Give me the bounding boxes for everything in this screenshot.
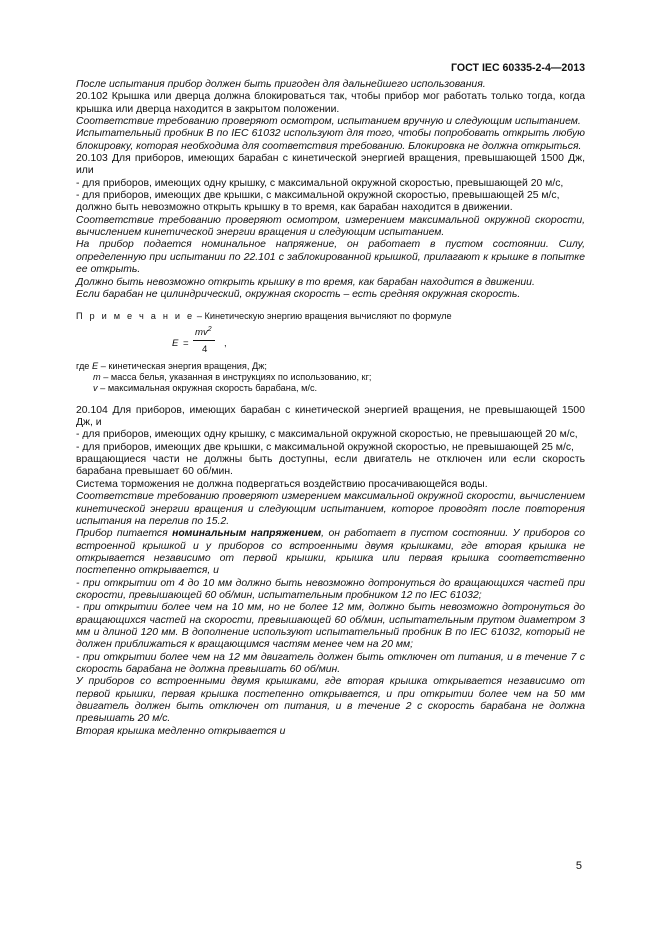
note-text: – Кинетическую энергию вращения вычисляют по формуле <box>196 311 452 322</box>
paragraph: Если барабан не цилиндрический, окружная скорость – есть средняя окружная скорость. <box>76 288 521 300</box>
list-item: - для приборов, имеющих две крышки, с максимальной окружной скоростью, не превышающей 25 м/с, <box>76 441 574 453</box>
paragraph: Система торможения не должна подвергаться воздействию просачивающейся воды. <box>76 478 488 490</box>
formula-legend <box>76 361 585 395</box>
paragraph: На прибор подается номинальное напряжение, он работает в пустом состоянии. Силу, определенную при испытании по 22.101 с заблокированной крышкой, прилагают к крышке в попытке ее открыть. <box>76 239 585 276</box>
paragraph: Испытательный пробник В по IEC 61032 используют для того, чтобы попробовать открыть любую блокировку, которая необходима для соответствия требованию. Блокировка не должна открыться. <box>76 128 585 152</box>
list-item: - при открытии от 4 до 10 мм должно быть невозможно дотронуться до вращающихся частей при скорости, превышающей 60 об/мин, испытательным пробником 12 по IEC 61032; <box>76 577 585 601</box>
list-item: - для приборов, имеющих одну крышку, с максимальной окружной скоростью, не превышающей 20 м/с, <box>76 429 578 441</box>
clause-20-104: 20.104 Для приборов, имеющих барабан с кинетической энергией вращения, не превышающей 1500 Дж, и <box>76 404 585 429</box>
clause-20-102: 20.102 Крышка или дверца должна блокироваться так, чтобы прибор мог работать только тогда, когда крышка или дверца находится в закрытом положении. <box>76 91 585 115</box>
compliance-paragraph: Соответствие требованию проверяют осмотром, измерением максимальной окружной скорости, вычислением кинетической энергии вращения и следующим испытанием. <box>76 214 585 239</box>
clause-20-103: 20.103 Для приборов, имеющих барабан с кинетической энергией вращения, превышающей 1500 Дж, или <box>76 153 585 177</box>
formula-equals: = <box>183 337 189 349</box>
paragraph: После испытания прибор должен быть пригоден для дальнейшего использования. <box>76 79 486 90</box>
legend-row-m: m – масса белья, указанная в инструкциях по использованию, кг; <box>93 371 372 382</box>
page-body <box>76 79 585 738</box>
formula-comma: , <box>224 337 227 349</box>
emphasis-rated-voltage: номинальным напряжением <box>172 528 322 540</box>
list-item: - для приборов, имеющих две крышки, с максимальной окружной скоростью, превышающей 25 м/с, <box>76 190 560 202</box>
paragraph: вращающиеся части не должны быть доступны, если двигатель не отключен или если скорость барабана превышает 60 об/мин. <box>76 454 585 478</box>
fraction-bar <box>193 340 215 341</box>
kinetic-energy-formula <box>76 323 585 361</box>
note <box>76 310 585 322</box>
formula-numerator: $mv^2$ <box>195 325 212 338</box>
list-item: - при открытии более чем на 10 мм, но не более 12 мм, должно быть невозможно дотронуться до вращающихся частей на скорости, превышающей 60 об/мин, испытательным прутом диаметром 3 мм и длиной 120 мм. В дополнение используют испытательный пробник В по IEC 61032, который не должен приближаться к вращающимся частям менее чем на 20 мм; <box>76 602 585 651</box>
formula-lhs: E <box>172 337 179 349</box>
document-header: ГОСТ IEC 60335-2-4—2013 <box>451 62 585 74</box>
paragraph: должно быть невозможно открыть крышку в то время, как барабан находится в движении. <box>76 202 513 214</box>
paragraph: Вторая крышка медленно открывается и <box>76 725 286 737</box>
legend-row-v: v – максимальная окружная скорость барабана, м/с. <box>93 383 318 394</box>
note-label: П р и м е ч а н и е <box>76 311 195 322</box>
page-number: 5 <box>575 860 582 872</box>
paragraph: У приборов со встроенными двумя крышками, где вторая крышка открывается независимо от первой крышки, первая крышка постепенно открывается, и при открытии более чем на 50 мм двигатель должен быть отключен от питания, и в течение 2 с скорость барабана не должна превышать 20 м/с. <box>76 676 585 725</box>
legend-row-e: где E – кинетическая энергия вращения, Дж; <box>76 360 267 371</box>
formula-exponent: 2 <box>207 325 212 333</box>
paragraph: Прибор питается номинальным напряжением, он работает в пустом состоянии. У приборов со встроенной крышкой и у приборов со встроенными двумя крышками, где вторая крышка не открывается независимо от первой крышки, крышка или первая крышка соответственно постепенно открывается, и <box>76 528 585 577</box>
formula-denominator: 4 <box>202 343 208 355</box>
compliance-paragraph: Соответствие требованию проверяют осмотром, испытанием вручную и следующим испытанием. <box>76 116 581 128</box>
list-item: - для приборов, имеющих одну крышку, с максимальной окружной скоростью, превышающей 20 м/с, <box>76 177 564 189</box>
list-item: - при открытии более чем на 12 мм двигатель должен быть отключен от питания, и в течение 7 с скорость барабана не должна превышать 60 об/мин. <box>76 651 585 675</box>
paragraph: Должно быть невозможно открыть крышку в то время, как барабан находится в движении. <box>76 276 535 288</box>
compliance-paragraph: Соответствие требованию проверяют измерением максимальной окружной скорости, вычислением кинетической энергии вращения и следующим испытанием, которое проводят после повторения испытания на перелив по 15.2. <box>76 491 585 527</box>
